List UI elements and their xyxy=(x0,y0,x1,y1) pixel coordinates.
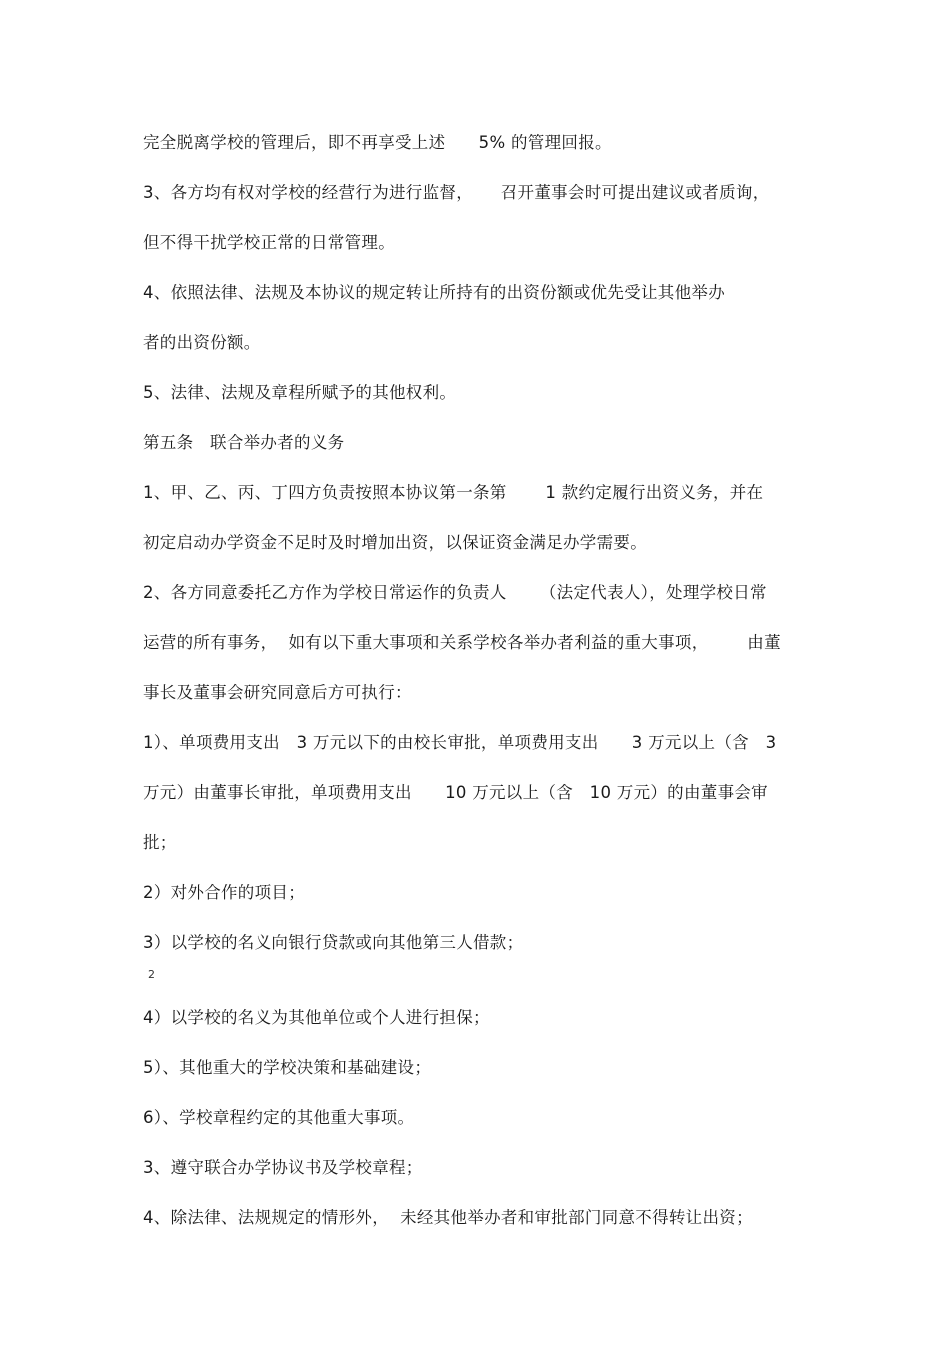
text-line-16: 2）对外合作的项目； xyxy=(143,883,305,902)
text-line-2: 3、各方均有权对学校的经营行为进行监督， 召开董事会时可提出建议或者质询， xyxy=(143,183,770,202)
page-number: 2 xyxy=(148,968,155,981)
text-line-11: 运营的所有事务， 如有以下重大事项和关系学校各举办者利益的重大事项， 由董 xyxy=(143,633,781,652)
text-line-12: 事长及董事会研究同意后方可执行： xyxy=(143,683,412,702)
text-line-10: 2、各方同意委托乙方作为学校日常运作的负责人 （法定代表人），处理学校日常 xyxy=(143,583,767,602)
text-line-18: 4）以学校的名义为其他单位或个人进行担保； xyxy=(143,1008,490,1027)
text-line-17: 3）以学校的名义向银行贷款或向其他第三人借款； xyxy=(143,933,524,952)
text-line-9: 初定启动办学资金不足时及时增加出资，以保证资金满足办学需要。 xyxy=(143,533,647,552)
text-line-15: 批； xyxy=(143,833,177,852)
text-line-14: 万元）由董事长审批，单项费用支出 10 万元以上（含 10 万元）的由董事会审 xyxy=(143,783,768,802)
text-line-19: 5）、其他重大的学校决策和基础建设； xyxy=(143,1058,432,1077)
text-line-5: 者的出资份额。 xyxy=(143,333,261,352)
text-line-8: 1、甲、乙、丙、丁四方负责按照本协议第一条第 1 款约定履行出资义务，并在 xyxy=(143,483,764,502)
text-line-22: 4、除法律、法规规定的情形外， 未经其他举办者和审批部门同意不得转让出资； xyxy=(143,1208,753,1227)
text-line-3: 但不得干扰学校正常的日常管理。 xyxy=(143,233,395,252)
text-line-21: 3、遵守联合办学协议书及学校章程； xyxy=(143,1158,423,1177)
text-line-6: 5、法律、法规及章程所赋予的其他权利。 xyxy=(143,383,457,402)
text-line-20: 6）、学校章程约定的其他重大事项。 xyxy=(143,1108,415,1127)
text-line-1: 完全脱离学校的管理后，即不再享受上述 5% 的管理回报。 xyxy=(143,133,612,152)
text-line-13: 1）、单项费用支出 3 万元以下的由校长审批，单项费用支出 3 万元以上（含 3 xyxy=(143,733,777,752)
text-line-4: 4、依照法律、法规及本协议的规定转让所持有的出资份额或优先受让其他举办 xyxy=(143,283,725,302)
section-heading: 第五条 联合举办者的义务 xyxy=(143,433,345,452)
